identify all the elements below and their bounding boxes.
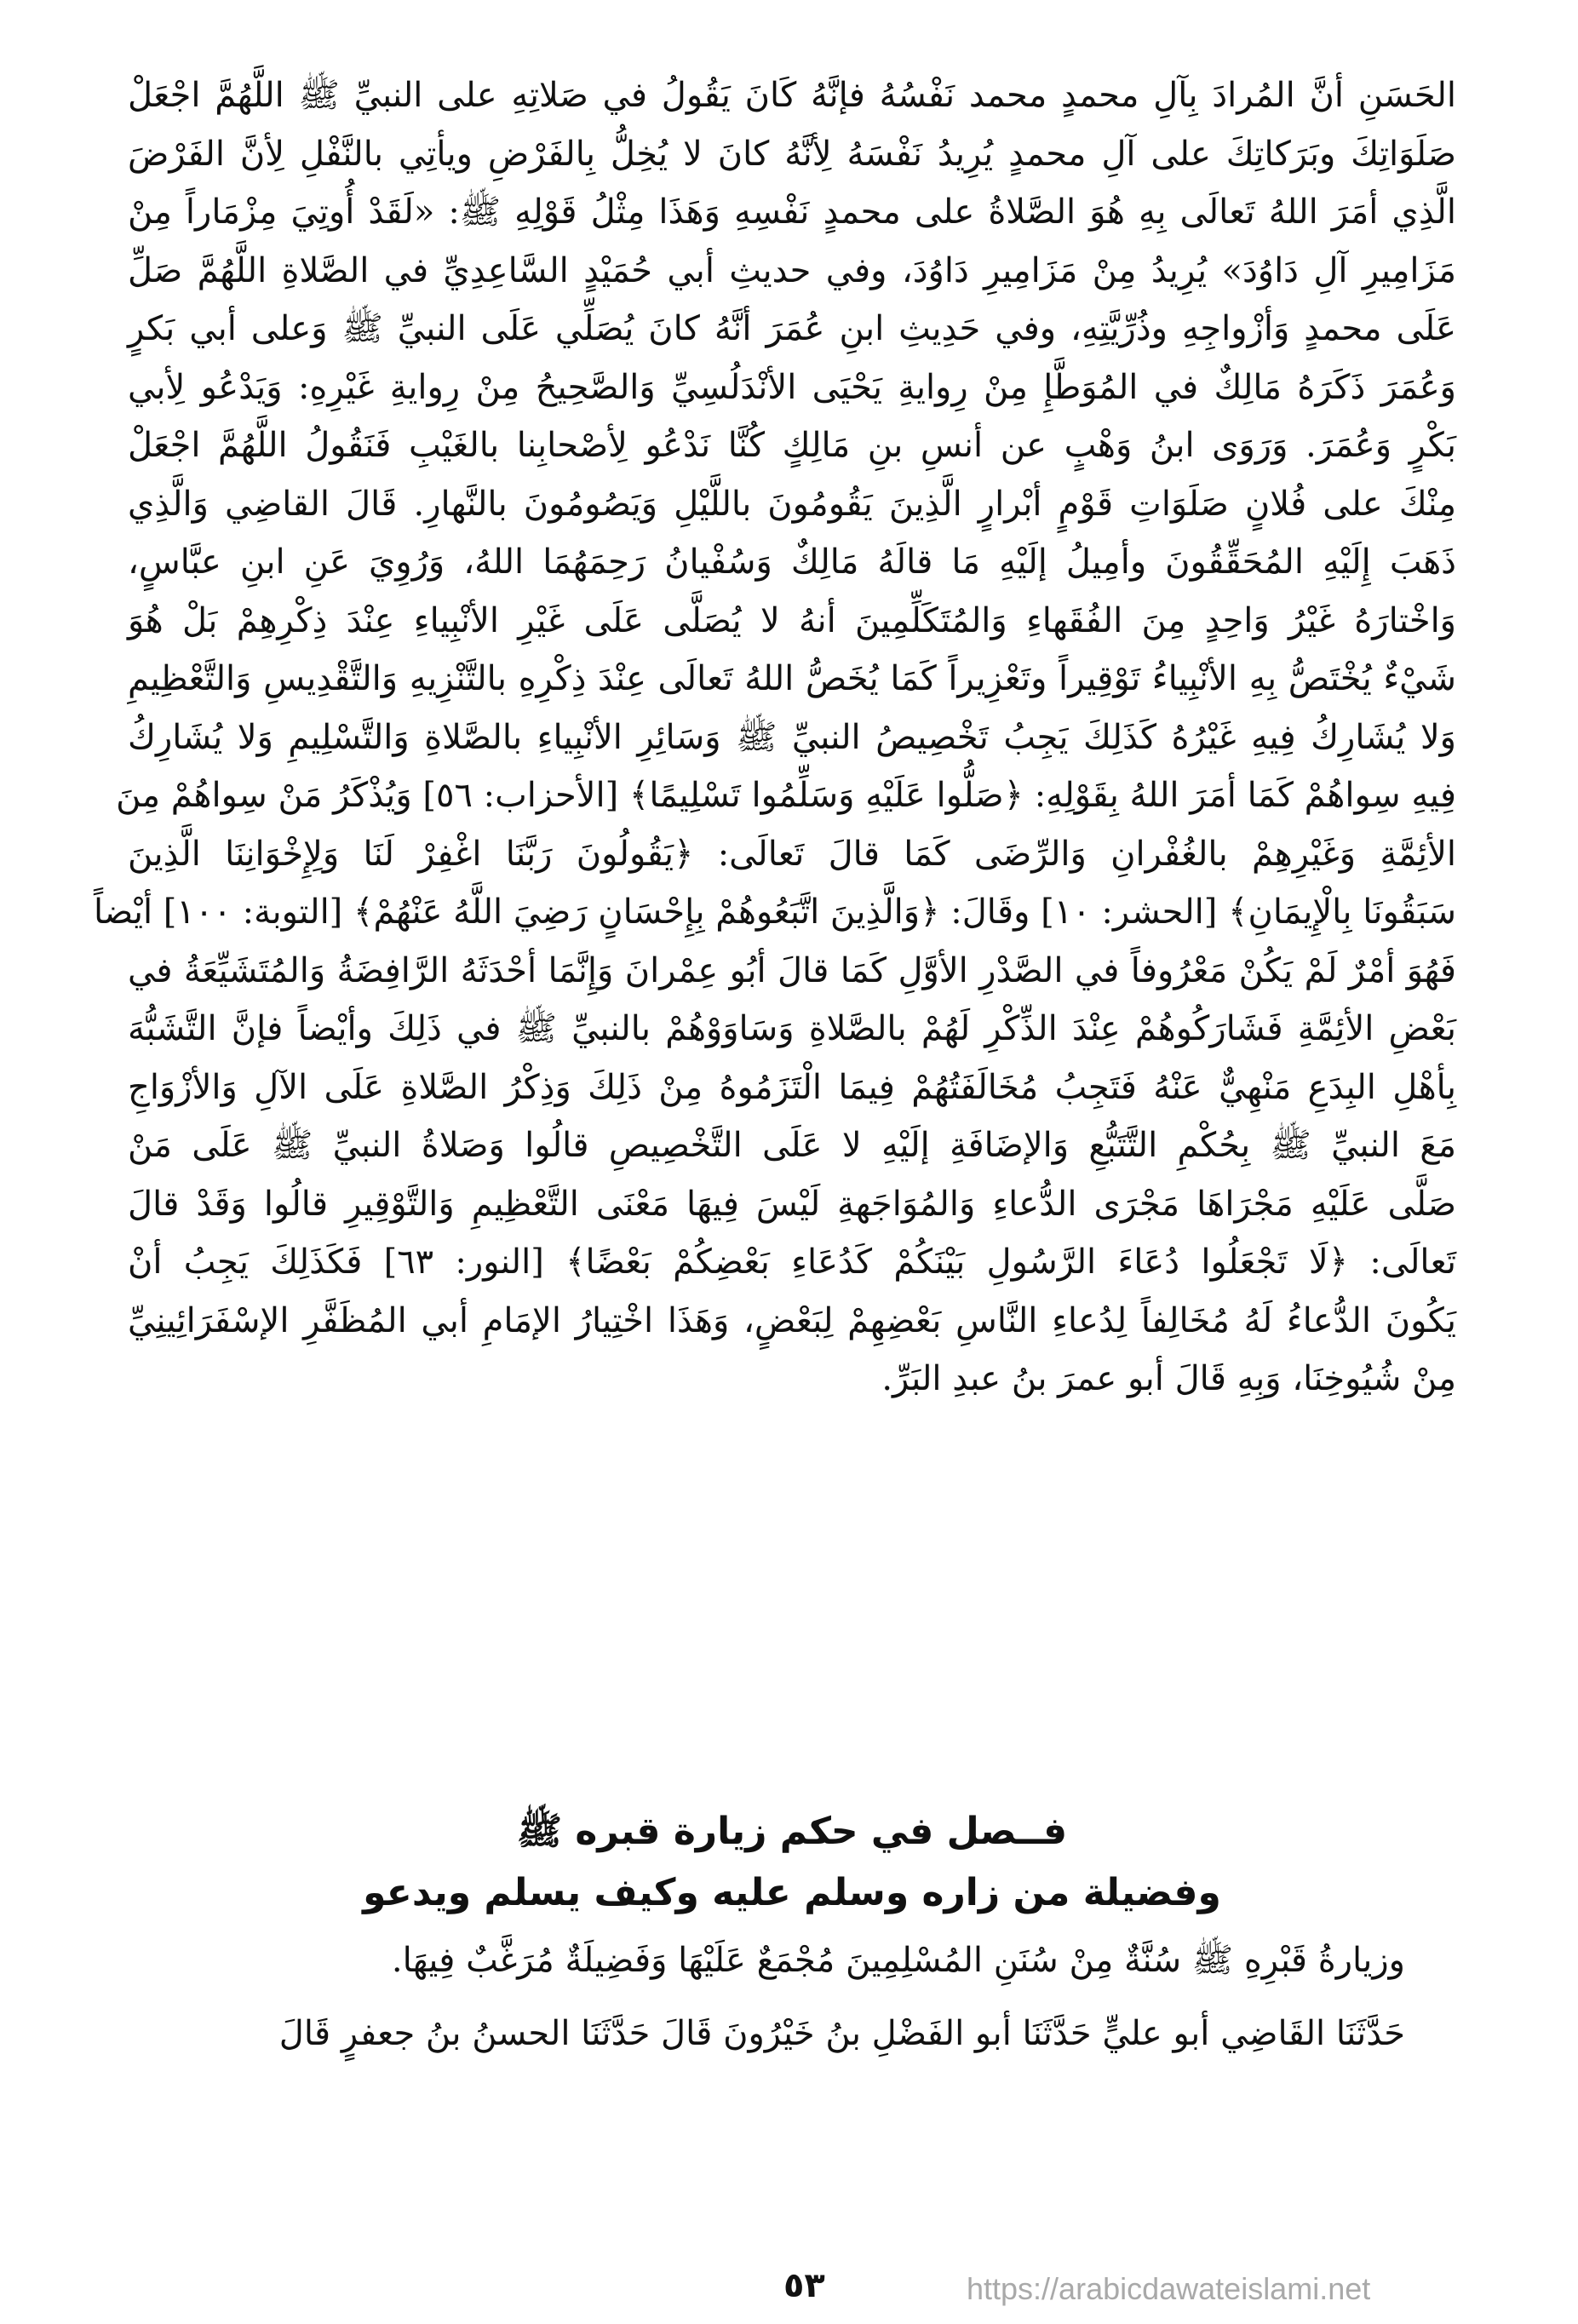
text-line-12: وَلا يُشَارِكُ فِيهِ غَيْرُهُ كَذَلِكَ يَجِبُ تَخْصِيصُ النبيِّ ﷺ وَسَائِرِ الأنْبِياءِ بالصَّلاةِ وَالتَّسْلِيمِ وَلا يُشَارِكُ (128, 717, 1456, 757)
text-line-5: عَلَى محمدٍ وَأزْواجِهِ وذُرِّيَّتِهِ، وفي حَدِيثِ ابنِ عُمَرَ أنَّهُ كانَ يُصَلِّي عَلَى النبيِّ ﷺ وَعلى أبي بَكرٍ (128, 309, 1456, 348)
text-line-18: بِأهْلِ البِدَعِ مَنْهِيٌّ عَنْهُ فَتَجِبُ مُخَالَفَتُهُمْ فِيمَا الْتَزَمُوهُ مِنْ ذَلِكَ وَذِكْرُ الصَّلاةِ عَلَى الآلِ وَالأزْوَاجِ (128, 1067, 1456, 1107)
text-line-7: بَكْرٍ وَعُمَرَ. وَرَوَى ابنُ وَهْبٍ عن أنسِ بنِ مَالِكٍ كُنَّا نَدْعُو لِأصْحابِنا بالغَيْبِ فَنَقُولُ اللَّهُمَّ اجْعَلْ (128, 426, 1456, 465)
text-line-2: صَلَوَاتِكَ وبَرَكاتِكَ على آلِ محمدٍ يُرِيدُ نَفْسَهُ لِأنَّهُ كانَ لا يُخِلُّ بِالفَرْضِ ويأتِي بالنَّفْلِ لِأنَّ الفَرْضَ (128, 134, 1456, 174)
text-line-19: مَعَ النبيِّ ﷺ بِحُكْمِ التَّتَبُّعِ وَالإضَافَةِ إلَيْهِ لا عَلَى التَّخْصِيصِ قالُوا وَصَلاةُ النبيِّ ﷺ عَلَى مَنْ (128, 1126, 1456, 1165)
section-paragraph-2: حَدَّثَنَا القَاضِي أبو عليٍّ حَدَّثَنَا أبو الفَضْلِ بنُ خَيْرُونَ قَالَ حَدَّثَنَا الحسنُ بنُ جعفرٍ قَالَ (278, 2014, 1405, 2053)
section-heading-title: فــصل في حكم زيارة قبره ﷺ (516, 1810, 1068, 1853)
text-line-1: الحَسَنِ أنَّ المُرادَ بِآلِ محمدٍ محمد نَفْسُهُ فإنَّهُ كَانَ يَقُولُ في صَلاتِهِ على النبيِّ ﷺ اللَّهُمَّ اجْعَلْ (128, 76, 1456, 115)
text-line-22: يَكُونَ الدُّعاءُ لَهُ مُخَالِفاً لِدُعاءِ النَّاسِ بَعْضِهِمْ لِبَعْضٍ، وَهَذَا اخْتِيارُ الإمَامِ أبي المُظَفَّرِ الإسْفَرَائِينِيِّ (128, 1300, 1456, 1340)
text-line-17: بَعْضِ الأئِمَّةِ فَشَارَكُوهُمْ عِنْدَ الذِّكْرِ لَهُمْ بالصَّلاةِ وَسَاوَوْهُمْ بالنبيِّ ﷺ في ذَلِكَ وأيْضاً فإنَّ التَّشَبُّهَ (128, 1009, 1456, 1048)
text-line-8: مِنْكَ على فُلانٍ صَلَوَاتِ قَوْمٍ أبْرارٍ الَّذِينَ يَقُومُونَ باللَّيْلِ وَيَصُومُونَ بالنَّهارِ. قَالَ القاضِي وَالَّذِي (128, 484, 1456, 524)
text-line-16: فَهُوَ أمْرٌ لَمْ يَكُنْ مَعْرُوفاً في الصَّدْرِ الأوَّلِ كَمَا قالَ أبُو عِمْرانَ وَإِنَّمَا أحْدَثَهُ الرَّافِضَةُ وَالمُتَشَيِّعَةُ في (128, 950, 1456, 990)
text-line-14: الأئِمَّةِ وَغَيْرِهِمْ بالغُفْرانِ وَالرِّضَى كَمَا قالَ تَعالَى: ﴿يَقُولُونَ رَبَّنَا اغْفِرْ لَنَا وَلِإِخْوَانِنَا الَّذِينَ (128, 834, 1456, 874)
text-line-13: فِيهِ سِواهُمْ كَمَا أمَرَ اللهُ بِقَوْلِهِ: ﴿صَلُّوا عَلَيْهِ وَسَلِّمُوا تَسْلِيمًا﴾ [الأحزاب: ٥٦] وَيُذْكَرُ مَنْ سِواهُمْ مِنَ (116, 776, 1456, 815)
text-line-20: صَلَّى عَلَيْهِ مَجْرَاهَا مَجْرَى الدُّعاءِ وَالمُوَاجَهةِ لَيْسَ فِيهَا مَعْنَى التَّعْظِيمِ وَالتَّوْقِيرِ قالُوا وَقَدْ قالَ (128, 1184, 1456, 1224)
text-line-6: وَعُمَرَ ذَكَرَهُ مَالِكٌ في المُوَطَّإِ مِنْ رِوايةِ يَحْيَى الأنْدَلُسِيِّ وَالصَّحِيحُ مِنْ رِوايةِ غَيْرِهِ: وَيَدْعُو لِأبي (128, 367, 1456, 407)
page-footer (0, 2265, 1578, 2308)
main-text-block (93, 66, 1456, 1409)
text-line-4: مَزَامِيرِ آلِ دَاوُدَ» يُرِيدُ مِنْ مَزَامِيرِ دَاوُدَ، وفي حديثِ أبي حُمَيْدٍ السَّاعِدِيِّ في الصَّلاةِ اللَّهُمَّ صَلِّ (128, 250, 1456, 290)
text-line-3: الَّذِي أمَرَ اللهُ تَعالَى بِهِ هُوَ الصَّلاةُ على محمدٍ نَفْسِهِ وَهَذَا مِثْلُ قَوْلِهِ ﷺ: «لَقَدْ أُوتِيَ مِزْمَاراً مِنْ (128, 192, 1456, 232)
chapter-section (128, 1801, 1456, 2070)
text-line-21: تَعالَى: ﴿لَا تَجْعَلُوا دُعَاءَ الرَّسُولِ بَيْنَكُمْ كَدُعَاءِ بَعْضِكُمْ بَعْضًا﴾ [النور: ٦٣] فَكَذَلِكَ يَجِبُ أنْ (128, 1242, 1456, 1282)
section-paragraph-1: وزيارةُ قَبْرِهِ ﷺ سُنَّةٌ مِنْ سُنَنِ المُسْلِمِينَ مُجْمَعٌ عَلَيْهَا وَفَضِيلَةٌ مُرَغَّبٌ فِيهَا. (391, 1941, 1405, 1980)
text-line-10: وَاخْتارَهُ غَيْرُ وَاحِدٍ مِنَ الفُقَهاءِ وَالمُتَكَلِّمِينَ أنهُ لا يُصَلَّى عَلَى غَيْرِ الأنْبِياءِ عِنْدَ ذِكْرِهِمْ بَلْ هُوَ (128, 600, 1456, 640)
section-heading-subtitle: وفضيلة من زاره وسلم عليه وكيف يسلم ويدعو (363, 1871, 1221, 1914)
watermark-url: https://arabicdawateislami.net (967, 2271, 1371, 2306)
text-line-15: سَبَقُونَا بِالْإِيمَانِ﴾ [الحشر: ١٠] وقَالَ: ﴿وَالَّذِينَ اتَّبَعُوهُمْ بِإِحْسَانٍ رَضِيَ اللَّهُ عَنْهُمْ﴾ [التوبة: ١٠٠] أيْضاً (93, 892, 1456, 932)
page-number: ٥٣ (783, 2266, 825, 2305)
text-line-9: ذَهَبَ إِلَيْهِ المُحَقِّقُونَ وأمِيلُ إلَيْهِ مَا قالَهُ مَالِكٌ وَسُفْيانُ رَحِمَهُمَا اللهُ، وَرُوِيَ عَنِ ابنِ عبَّاسٍ، (128, 542, 1456, 582)
text-line-11: شَيْءٌ يُخْتَصُّ بِهِ الأنْبِياءُ تَوْقِيراً وتَعْزِيراً كَمَا يُخَصُّ اللهُ تَعالَى عِنْدَ ذِكْرِهِ بالتَّنْزِيهِ وَالتَّقْدِيسِ وَالتَّعْظِيمِ (128, 659, 1456, 698)
text-line-23: مِنْ شُيُوخِنَا، وَبِهِ قَالَ أبو عمرَ بنُ عبدِ البَرِّ. (881, 1359, 1456, 1398)
